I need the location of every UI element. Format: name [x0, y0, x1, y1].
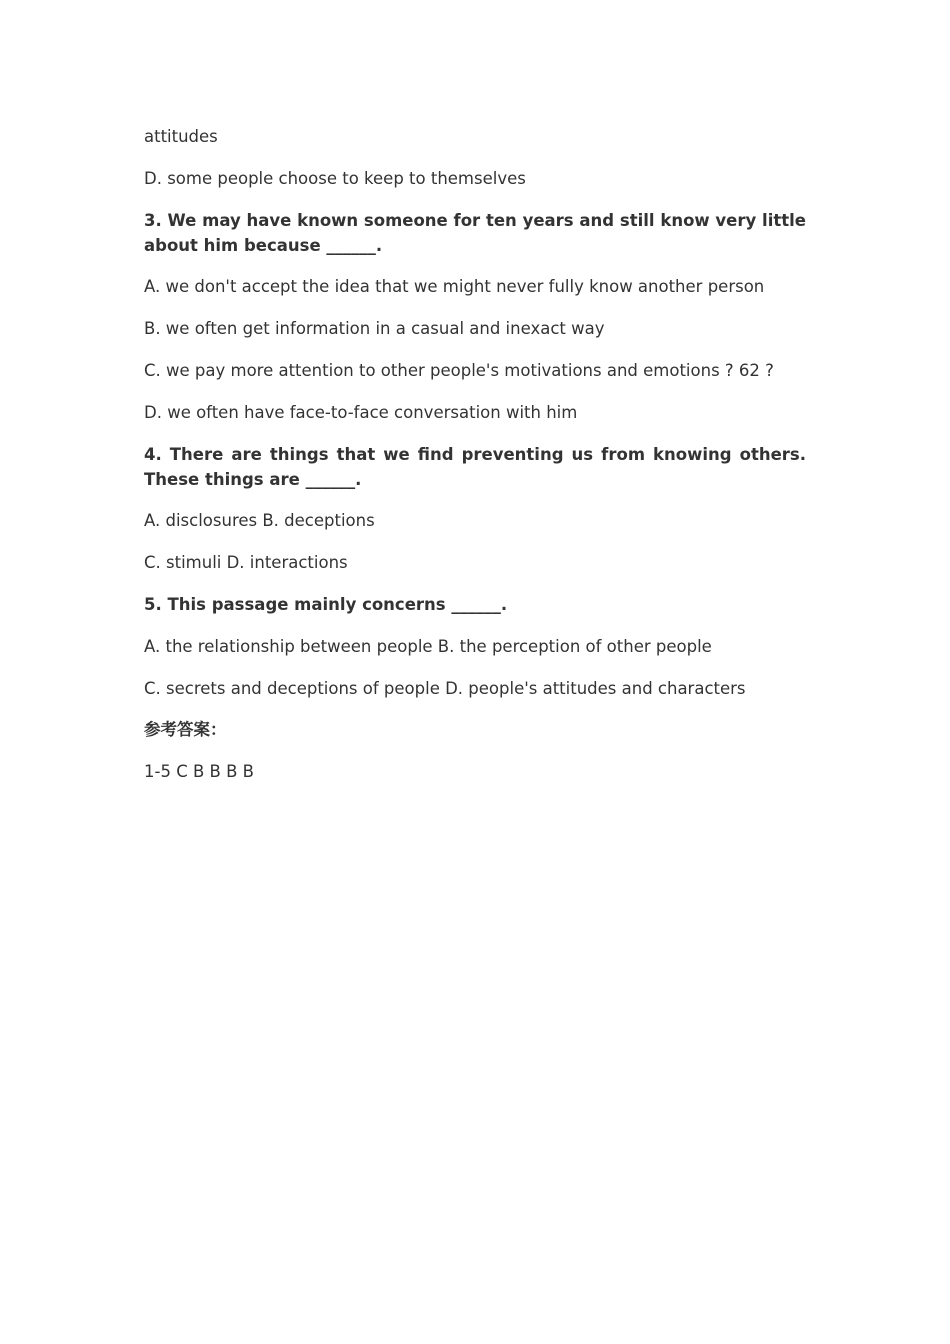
q3-option-c: C. we pay more attention to other people's motivations and emotions ? 62 ? [144, 360, 774, 380]
q3-option-a: A. we don't accept the idea that we might never fully know another person [144, 277, 765, 297]
q4-options-cd: C. stimuli D. interactions [144, 553, 348, 573]
q3-option-d: D. we often have face-to-face conversation with him [144, 402, 578, 422]
q5-options-cd: C. secrets and deceptions of people D. people's attitudes and characters [144, 678, 746, 698]
q3-option-b: B. we often get information in a casual and inexact way [144, 319, 605, 339]
q5-options-ab: A. the relationship between people B. the perception of other people [144, 636, 712, 656]
q4-options-ab: A. disclosures B. deceptions [144, 511, 375, 531]
answer-key: 1-5 C B B B B [144, 762, 254, 782]
passage-text: attitudes [144, 127, 218, 146]
document-page [144, 124, 806, 801]
question-4: 4. There are things that we find preventing us from knowing others. These things are ______. [144, 444, 806, 489]
question-5: 5. This passage mainly concerns ______. [144, 594, 508, 614]
answer-heading: 参考答案： [144, 720, 227, 740]
question-3: 3. We may have known someone for ten years and still know very little about him because ______. [144, 210, 806, 255]
q2-option-d: D. some people choose to keep to themselves [144, 168, 526, 188]
